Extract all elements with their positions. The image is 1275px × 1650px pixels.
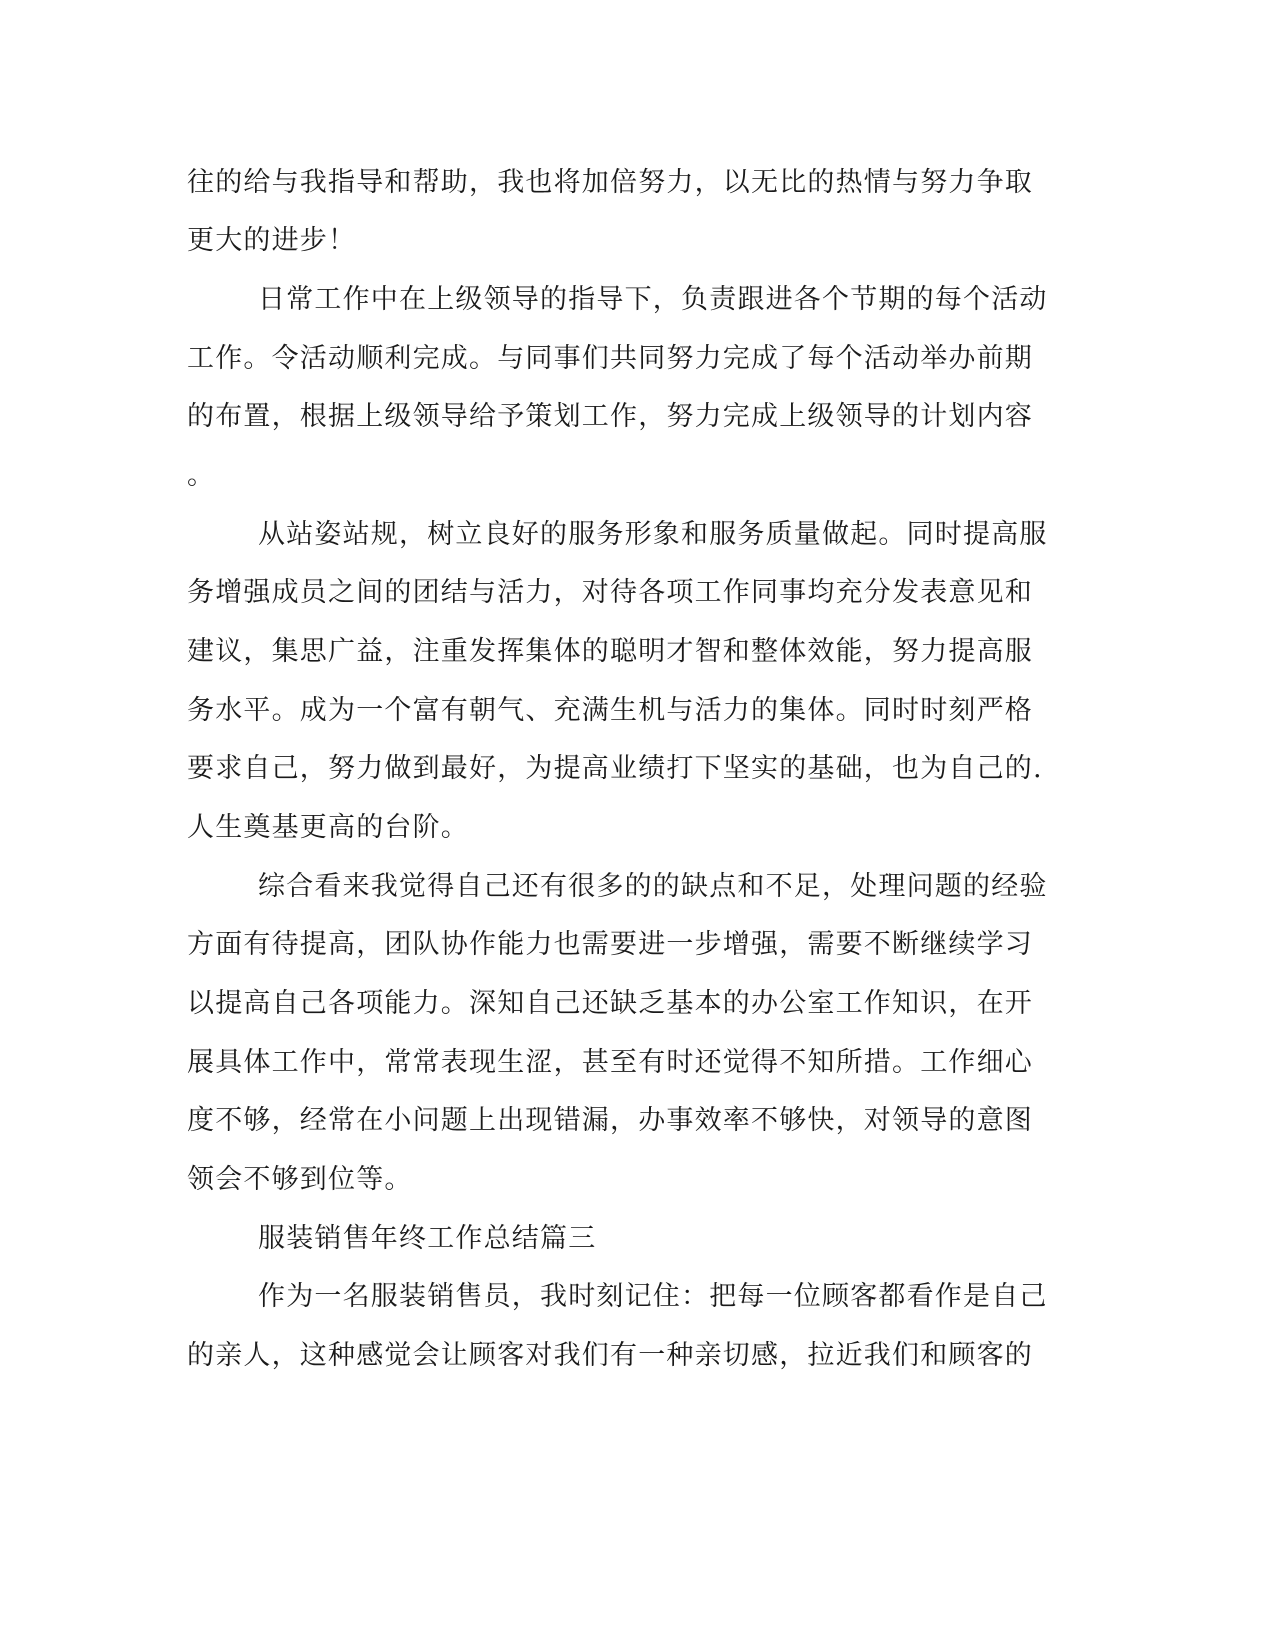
paragraph-first-line: 作为一名服装销售员，我时刻记住：把每一位顾客都看作是自己 — [258, 1281, 1048, 1312]
text-line: 展具体工作中，常常表现生涩，甚至有时还觉得不知所措。工作细心 — [187, 1047, 1033, 1078]
text-line: 领会不够到位等。 — [187, 1164, 413, 1195]
text-line: 方面有待提高，团队协作能力也需要进一步增强，需要不断继续学习 — [187, 929, 1033, 960]
text-line: 务增强成员之间的团结与活力，对待各项工作同事均充分发表意见和 — [187, 577, 1033, 608]
text-line: 建议，集思广益，注重发挥集体的聪明才智和整体效能，努力提高服 — [187, 636, 1033, 667]
text-line: 以提高自己各项能力。深知自己还缺乏基本的办公室工作知识，在开 — [187, 988, 1033, 1019]
text-line: 要求自己，努力做到最好，为提高业绩打下坚实的基础，也为自己的. — [187, 753, 1043, 784]
text-line: 的布置，根据上级领导给予策划工作，努力完成上级领导的计划内容 — [187, 401, 1033, 432]
paragraph-first-line: 从站姿站规，树立良好的服务形象和服务质量做起。同时提高服 — [258, 519, 1048, 550]
paragraph-first-line: 日常工作中在上级领导的指导下，负责跟进各个节期的每个活动 — [258, 284, 1048, 315]
text-line: 工作。令活动顺利完成。与同事们共同努力完成了每个活动举办前期 — [187, 343, 1033, 374]
section-heading: 服装销售年终工作总结篇三 — [258, 1223, 597, 1254]
text-line: 更大的进步！ — [187, 225, 357, 256]
text-line: 往的给与我指导和帮助，我也将加倍努力，以无比的热情与努力争取 — [187, 167, 1033, 198]
text-line: 度不够，经常在小问题上出现错漏，办事效率不够快，对领导的意图 — [187, 1105, 1033, 1136]
text-line: 的亲人，这种感觉会让顾客对我们有一种亲切感，拉近我们和顾客的 — [187, 1340, 1033, 1371]
text-line: 务水平。成为一个富有朝气、充满生机与活力的集体。同时时刻严格 — [187, 695, 1033, 726]
text-line: 。 — [187, 460, 216, 491]
text-line: 人生奠基更高的台阶。 — [187, 812, 469, 843]
paragraph-first-line: 综合看来我觉得自己还有很多的的缺点和不足，处理问题的经验 — [258, 871, 1048, 902]
